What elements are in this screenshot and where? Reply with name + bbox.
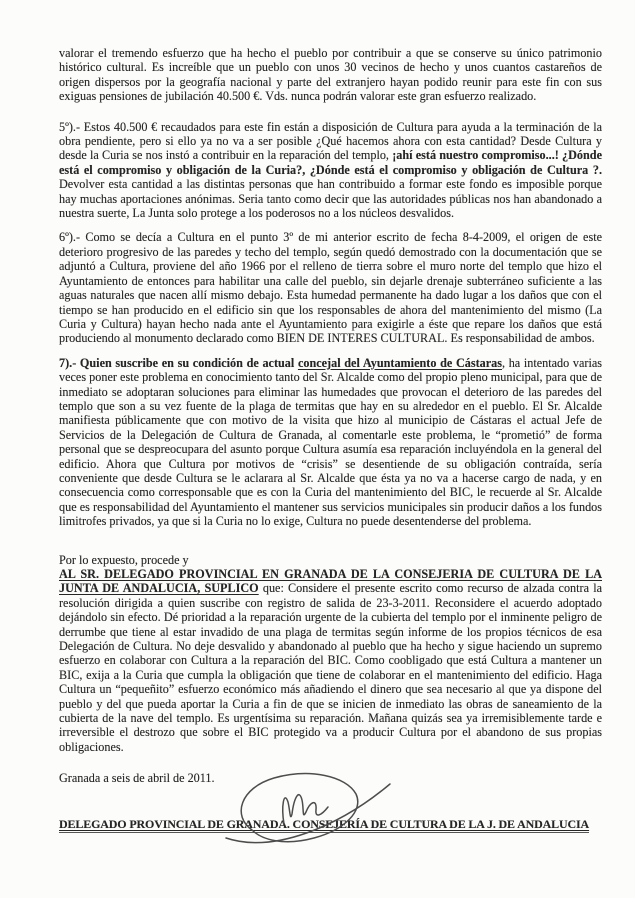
paragraph-point7: [59, 356, 602, 529]
footer-text: DELEGADO PROVINCIAL DE GRANADA. CONSEJERÍA DE CULTURA DE LA J. DE ANDALUCIA: [59, 816, 590, 831]
point7-rest: , ha intentado varias veces poner este problema en conocimiento tanto del Sr. Alcalde como del propio pleno municipal, para que de inmediato se adoptaran soluciones para eliminar las humedades que provocan el deterioro de las paredes del templo que son a su vez fuente de la plaga de termitas que hay en su alrededor en el pueblo. El Sr. Alcalde manifiesta públicamente que con motivo de la visita que hizo al municipio de Cástaras el actual Jefe de Servicios de la Delegación de Cultura de Granada, al comentarle este problema, le “prometió” de forma personal que se despreocupara del asunto porque Cultura asumía esa reparación incluyéndola en la general del edificio. Ahora que Cultura por motivos de “crisis” se desentiende de su obligación contraída, sería conveniente que desde Cultura se le aclarara al Sr. Alcalde que ésta ya no va a hacerse cargo de nada, y en consecuencia como corresponsable que es con la Curia del mantenimiento del BIC, le recuerde al Sr. Alcalde que es responsabilidad del Ayuntamiento el mantener sus servicios municipales sin producir daños a los fundos limitrofes privados, ya que si la Curia no lo exige, Cultura no puede desentenderse del problema.: [59, 355, 602, 529]
suplico-heading: AL SR. DELEGADO PROVINCIAL EN GRANADA DE LA CONSEJERIA DE CULTURA DE LA JUNTA DE ANDALUCIA, SUPLICO: [59, 567, 602, 596]
paragraph-point6: 6º).- Como se decía a Cultura en el punto 3º de mi anterior escrito de fecha 8-4-2009, el origen de este deterioro progresivo de las paredes y techo del templo, según quedó demostrado con la documentación que se adjuntó a Cultura, proviene del año 1966 por el relleno de tierra sobre el muro norte del templo que hizo el Ayuntamiento de entonces para habilitar una calle del pueblo, sin dejarle drenaje subterráneo suficiente a las aguas naturales que nacen allí mismo debajo. Esta humedad permanente ha dado lugar a los daños que con el tiempo se han producido en el edificio sin que los responsables de ahora del mantenimiento del mismo (La Curia y Cultura) hayan hecho nada ante el Ayuntamiento para exigirle a éste que repare los daños que está produciendo al monumento declarado como BIEN DE INTERES CULTURAL. Es responsabilidad de ambos.: [59, 230, 602, 346]
paragraph-point5: [59, 120, 602, 221]
point7-underlined-phrase: concejal del Ayuntamiento de Cástaras: [297, 355, 502, 370]
paragraph-suplico: [59, 567, 602, 754]
point7-lead: 7).- Quien suscribe en su condición de actual: [59, 355, 298, 370]
point5-emphasis: ¡ahí está nuestro compromiso...! ¿Dónde está el compromiso y obligación de la Curia?, ¿Dónde está el compromiso y obligación de Cultura ?.: [59, 148, 602, 177]
paragraph-intro: valorar el tremendo esfuerzo que ha hecho el pueblo por contribuir a que se conserve su único patrimonio histórico cultural. Es increíble que un pueblo con unos 30 vecinos de hecho y unos cuantos castareños de origen dispersos por la geografía nacional y parte del extranjero hayan podido reunir para este fin con sus exiguas pensiones de jubilación 40.500 €. Vds. nunca podrán valorar este gran esfuerzo realizado.: [59, 46, 602, 104]
date-line: Granada a seis de abril de 2011.: [59, 771, 215, 786]
footer-title: [59, 817, 602, 831]
point5-lead: 5º).- Estos 40.500 € recaudados para este fin están a disposición de Cultura para ayuda a la terminación de la obra pendiente, pero si ello ya no va a ser posible ¿Qué hacemos ahora con esta cantidad? Desde Cultura y desde la Curia se nos instó a contribuir en la reparación del templo,: [59, 119, 602, 163]
procede-line: Por lo expuesto, procede y: [59, 552, 189, 567]
suplico-body: que: Considere el presente escrito como recurso de alzada contra la resolución dirigida a quien suscribe con registro de salida de 23-3-2011. Reconsidere el acuerdo adoptado dejándolo sin efecto. Dé prioridad a la reparación urgente de la cubierta del templo por el inminente peligro de derrumbe que tiene al estar invadido de una plaga de termitas según informe de los propios técnicos de esa Delegación de Cultura. No deje desvalido y abandonado al pueblo que ha hecho y sigue haciendo un supremo esfuerzo en colaborar con Cultura a la reparación del BIC. Como coobligado que está Cultura a mantener un BIC, exija a la Curia que cumpla la obligación que tiene de colaborar en el mantenimiento del edificio. Haga Cultura un “pequeñito” esfuerzo económico más añadiendo el dinero que sea necesario al que ya dispone del pueblo y del que pueda aportar la Curia a fin de que se inicien de inmediato las obras de saneamiento de la cubierta de la nave del templo. Es urgentísima su reparación. Mañana quizás sea ya irremisiblemente tarde e irreversible el destrozo que sobre el BIC protegido va a producir Cultura por el abandono de sus propias obligaciones.: [59, 581, 603, 754]
point5-rest: Devolver esta cantidad a las distintas personas que han contribuido a formar este fondo es imposible porque hay muchas aportaciones anónimas. Seria tanto como decir que las autoridades públicas nos han abandonado a nuestra suerte, La Junta solo protege a los poderosos no a los núcleos desvalidos.: [59, 177, 602, 221]
